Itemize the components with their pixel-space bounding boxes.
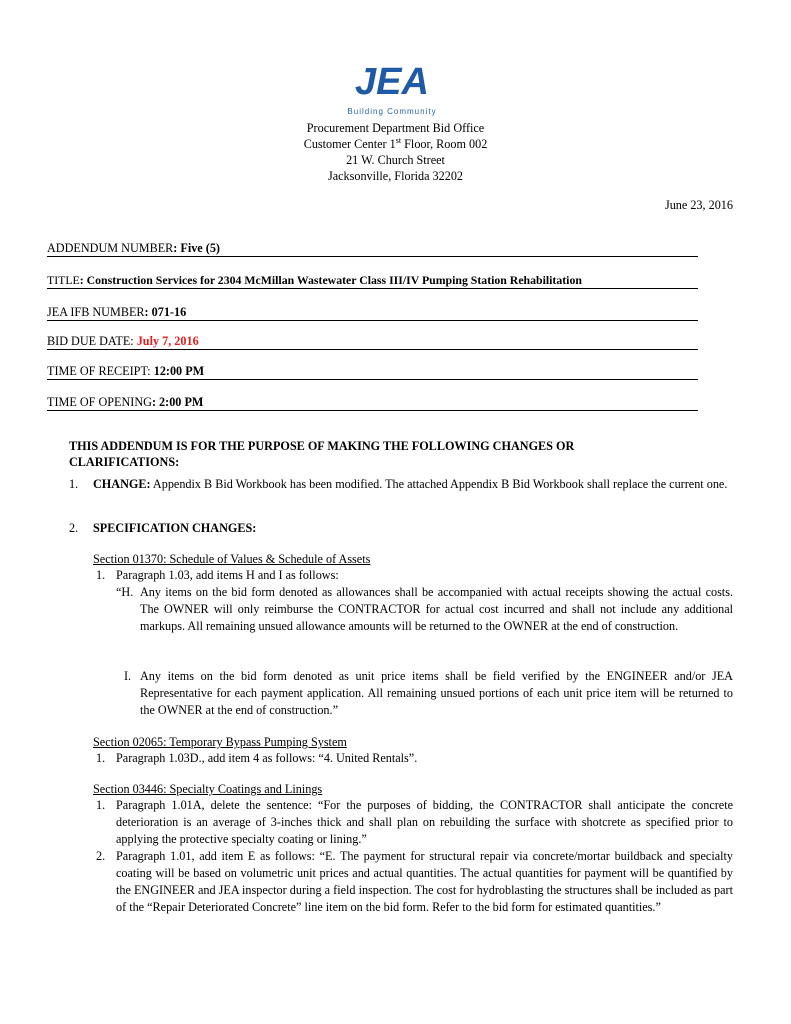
addendum-number-field (47, 241, 698, 257)
item-i-text: Any items on the bid form denoted as unit price items shall be field verified by the ENGINEER and/or JEA Representative for each payment application. All remaining unsued portions of each unit price item will be returned to the OWNER at the end of construction.” (140, 669, 733, 717)
ifb-number-field (47, 305, 698, 321)
sec3-paragraph-1-number: 1. (96, 798, 106, 812)
time-of-receipt-field (47, 364, 698, 380)
sec1-paragraph-number: 1. (96, 568, 106, 582)
addendum-intro: THIS ADDENDUM IS FOR THE PURPOSE OF MAKING THE FOLLOWING CHANGES OR CLARIFICATIONS: (69, 439, 575, 469)
sec2-paragraph-number: 1. (96, 751, 106, 765)
item-1-text: Appendix B Bid Workbook has been modified. The attached Appendix B Bid Workbook shall replace the current one. (150, 477, 728, 491)
office-header (0, 120, 791, 184)
item-2-label: SPECIFICATION CHANGES: (93, 521, 257, 535)
ifb-label: JEA IFB NUMBER (47, 305, 145, 319)
document-date: June 23, 2016 (664, 198, 733, 212)
sec3-paragraph-2-number: 2. (96, 849, 106, 863)
item-1 (93, 476, 733, 492)
due-value: July 7, 2016 (136, 334, 199, 348)
item-2-number: 2. (69, 521, 79, 535)
bid-due-date-field (47, 334, 698, 350)
receipt-label: TIME OF RECEIPT: (47, 364, 154, 378)
opening-label: TIME OF OPENING (47, 395, 152, 409)
item-h-text: Any items on the bid form denoted as allowances shall be accompanied with actual receipts showing the actual costs. The OWNER will only reimburse the CONTRACTOR for actual cost incurred and shall not include any additional markups. All remaining unsued allowance amounts will be returned to the OWNER at the end of construction. (140, 585, 733, 633)
section-02065-heading: Section 02065: Temporary Bypass Pumping System (93, 735, 347, 749)
header-line-3: 21 W. Church Street (346, 153, 445, 167)
header-line-1: Procurement Department Bid Office (306, 121, 485, 135)
addendum-label: ADDENDUM NUMBER (47, 241, 174, 255)
title-value: : Construction Services for 2304 McMillan Wastewater Class III/IV Pumping Station Rehabilitation (79, 273, 582, 287)
sec3-paragraph-1-text: Paragraph 1.01A, delete the sentence: “For the purposes of bidding, the CONTRACTOR shall anticipate the concrete deterioration is an average of 3-inches thick and shall plan on rebuilding the surface with shotcrete as specified prior to applying the protective specialty coating or lining.” (116, 798, 733, 846)
jea-logo (330, 60, 455, 120)
header-line-2 (0, 136, 791, 152)
sec2-paragraph-text: Paragraph 1.03D., add item 4 as follows: “4. United Rentals”. (116, 751, 418, 765)
section-01370-heading: Section 01370: Schedule of Values & Schedule of Assets (93, 552, 371, 566)
section-03446-heading: Section 03446: Specialty Coatings and Linings (93, 782, 323, 796)
header-line-2-post: Floor, Room 002 (401, 137, 488, 151)
ifb-value: : 071-16 (144, 305, 187, 319)
sec1-paragraph-text: Paragraph 1.03, add items H and I as follows: (116, 568, 339, 582)
header-line-4: Jacksonville, Florida 32202 (327, 169, 464, 183)
header-line-2-sup: st (395, 135, 402, 145)
header-line-2-pre: Customer Center 1 (303, 137, 396, 151)
title-label: TITLE (47, 273, 80, 287)
title-field (47, 273, 698, 289)
sec3-paragraph-2-text: Paragraph 1.01, add item E as follows: “E. The payment for structural repair via concrete/mortar buildback and specialty coating will be based on volumetric unit prices and actual quantities. The actual quantities for payment will be quantified by the ENGINEER and JEA inspector during a field inspection. The cost for hydroblasting the structures shall be included as part of the “Repair Deteriorated Concrete” line item on the bid form. Refer to the bid form for estimated quantities.” (116, 849, 733, 914)
logo-tagline: Building Community (347, 107, 437, 116)
due-label: BID DUE DATE: (47, 334, 137, 348)
item-i-mark: I. (124, 669, 132, 683)
item-1-number: 1. (69, 477, 79, 491)
time-of-opening-field (47, 395, 698, 411)
logo-text: JEA (355, 61, 429, 103)
addendum-value: : Five (5) (173, 241, 220, 255)
item-1-label: CHANGE: (93, 477, 151, 491)
jea-logo-graphic (330, 60, 455, 120)
item-h-mark: “H. (116, 585, 134, 599)
receipt-value: 12:00 PM (153, 364, 205, 378)
opening-value: : 2:00 PM (151, 395, 204, 409)
